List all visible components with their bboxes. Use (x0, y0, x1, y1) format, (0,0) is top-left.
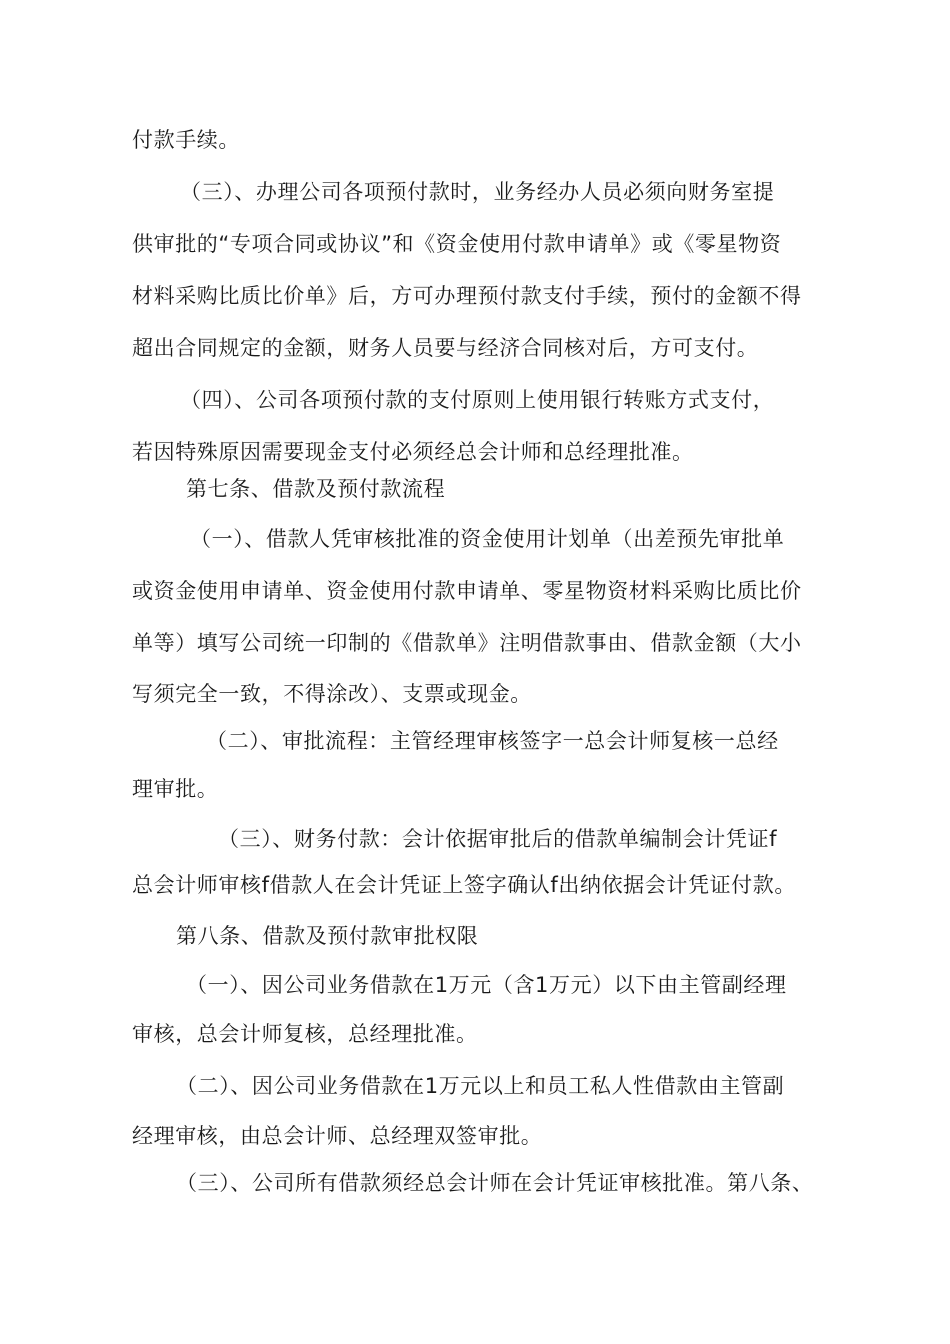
text-line: （三）、财务付款：会计依据审批后的借款单编制会计凭证f (218, 827, 778, 851)
text-line: 若因特殊原因需要现金支付必须经总会计师和总经理批准。 (132, 440, 694, 464)
text-line: （四）、公司各项预付款的支付原则上使用银行转账方式支付， (180, 388, 775, 412)
text-line: 审核，总会计师复核，总经理批准。 (132, 1022, 478, 1046)
text-line: 超出合同规定的金额，财务人员要与经济合同核对后，方可支付。 (132, 336, 759, 360)
text-line: 材料采购比质比价单》后，方可办理预付款支付手续，预付的金额不得 (132, 284, 802, 308)
text-line: 理审批。 (132, 777, 219, 801)
text-line: 经理审核，由总会计师、总经理双签审批。 (132, 1124, 543, 1148)
text-line: （一）、借款人凭审核批准的资金使用计划单（出差预先审批单 (190, 527, 785, 551)
text-line: （三）、办理公司各项预付款时，业务经办人员必须向财务室提 (180, 180, 775, 204)
text-line: 总会计师审核f借款人在会计凭证上签字确认f出纳依据会计凭证付款。 (132, 873, 796, 897)
section-heading: 第八条、借款及预付款审批权限 (176, 924, 479, 948)
section-heading: 第七条、借款及预付款流程 (186, 477, 446, 501)
text-line: （一）、因公司业务借款在1万元（含1万元）以下由主管副经理 (186, 973, 787, 997)
text-line: （三）、公司所有借款须经总会计师在会计凭证审核批准。第八条、 (176, 1171, 814, 1195)
text-line: （二）、审批流程：主管经理审核签字一总会计师复核一总经 (206, 729, 779, 753)
text-line: 供审批的“专项合同或协议”和《资金使用付款申请单》或《零星物资 (132, 232, 782, 256)
text-line: 付款手续。 (132, 128, 240, 152)
text-line: 写须完全一致，不得涂改）、支票或现金。 (132, 682, 532, 706)
text-line: 单等）填写公司统一印制的《借款单》注明借款事由、借款金额（大小 (132, 631, 802, 655)
text-line: （二）、因公司业务借款在1万元以上和员工私人性借款由主管副 (176, 1074, 785, 1098)
text-line: 或资金使用申请单、资金使用付款申请单、零星物资材料采购比质比价 (132, 579, 802, 603)
